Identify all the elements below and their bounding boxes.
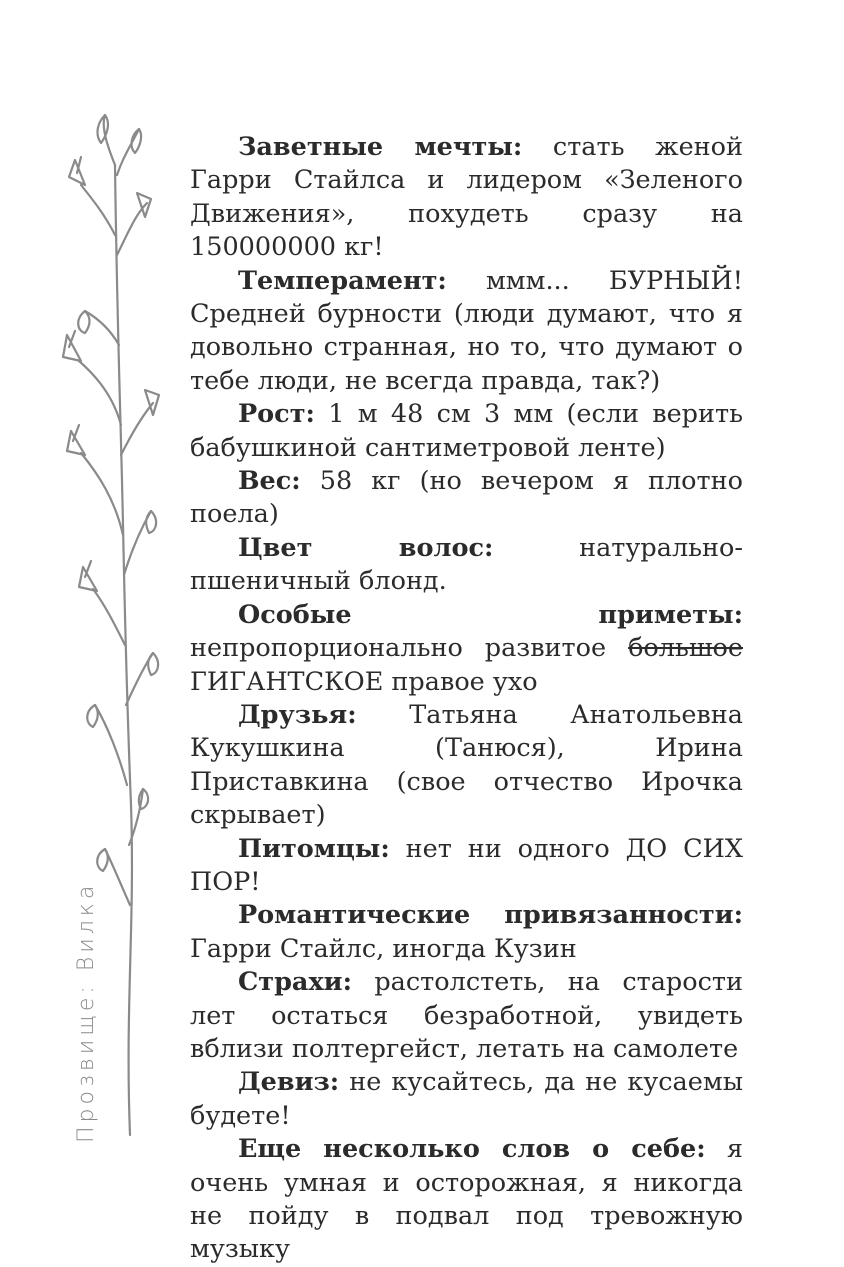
entry-label: Вес: xyxy=(238,466,301,497)
entry-label: Страхи: xyxy=(238,967,352,998)
entry-label: Заветные мечты: xyxy=(238,132,523,162)
entry-motto xyxy=(190,1066,743,1133)
profile-text xyxy=(190,131,743,1267)
entry-romance xyxy=(190,899,743,966)
entry-text: не кусайтесь, да не кусаемы будете! xyxy=(190,1067,743,1131)
entry-text: 1 м 48 см 3 мм (если верить бабушкиной сантиметровой ленте) xyxy=(190,399,743,463)
entry-dreams xyxy=(190,131,743,265)
entry-text: Гарри Стайлс, иногда Кузин xyxy=(190,933,577,964)
entry-label: Цвет волос: xyxy=(238,532,494,563)
entry-text: ГИГАНТСКОЕ правое ухо xyxy=(190,666,538,697)
struck-word: большое xyxy=(628,633,743,664)
entry-hair-color xyxy=(190,532,743,599)
entry-friends xyxy=(190,699,743,833)
entry-text: непропорционально развитое xyxy=(190,633,629,664)
nickname-caption: Прозвище: Вилка xyxy=(74,881,99,1143)
entry-text: Татьяна Анатольевна Кукушкина (Танюся), Ирина Приставкина (свое отчество Ирочка скрывает) xyxy=(190,699,743,831)
entry-temperament xyxy=(190,265,743,399)
entry-text: стать женой Гарри Стайлса и лидером «Зеленого Движения», похудеть сразу на 150000000 кг! xyxy=(190,132,743,263)
entry-label: Питомцы: xyxy=(238,833,390,864)
entry-label: Еще несколько слов о себе: xyxy=(238,1134,706,1165)
entry-text: я очень умная и осторожная, я никогда не пойду в подвал под тревожную музыку xyxy=(190,1134,743,1265)
entry-label: Друзья: xyxy=(238,699,357,730)
entry-special-features xyxy=(190,599,743,699)
entry-fears xyxy=(190,966,743,1066)
entry-label: Особые приметы: xyxy=(238,599,743,630)
entry-pets xyxy=(190,833,743,900)
entry-label: Девиз: xyxy=(238,1067,340,1098)
entry-text: нет ни одного ДО СИХ ПОР! xyxy=(190,833,743,897)
entry-text: ммм... БУРНЫЙ! Средней бурности (люди думают, что я довольно странная, но то, что думают о тебе люди, не всегда правда, так?) xyxy=(190,265,743,396)
entry-label: Рост: xyxy=(238,399,315,430)
entry-height xyxy=(190,398,743,465)
entry-text: растолстеть, на старости лет остаться безработной, увидеть вблизи полтергейст, летать на самолете xyxy=(190,967,743,1064)
entry-text: натурально-пшеничный блонд. xyxy=(190,532,743,597)
entry-label: Темперамент: xyxy=(238,265,447,296)
entry-label: Романтические привязанности: xyxy=(238,900,743,931)
entry-weight xyxy=(190,465,743,532)
entry-text: 58 кг (но вечером я плотно поела) xyxy=(190,466,743,530)
branch-illustration xyxy=(55,105,175,1145)
entry-about-self xyxy=(190,1133,743,1267)
